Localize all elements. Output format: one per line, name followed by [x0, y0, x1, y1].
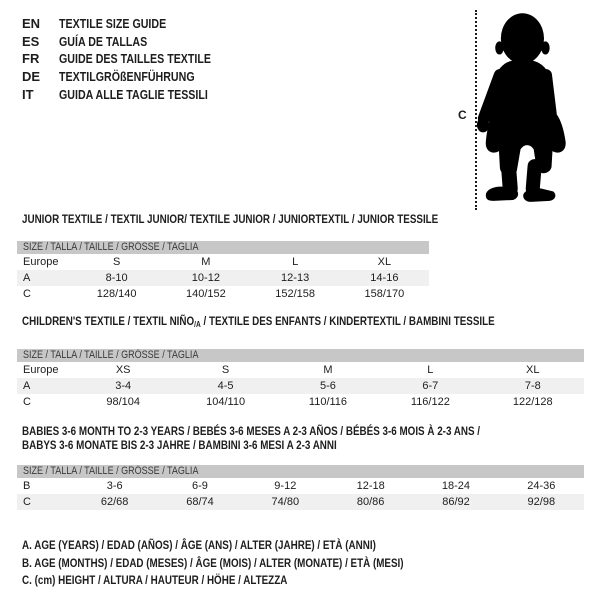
table-cell: 3-6: [106, 480, 123, 492]
babies-textile-section: [17, 424, 584, 510]
column-header: XS: [115, 364, 131, 376]
table-column-header-row: [17, 254, 429, 270]
language-label: TEXTILE SIZE GUIDE: [59, 16, 167, 31]
title-subscript: /A: [194, 320, 201, 329]
table-cell: 8-10: [105, 272, 128, 284]
table-row-height: [17, 494, 584, 510]
table-cell: 3-4: [115, 380, 132, 392]
section-title: [17, 424, 584, 452]
column-header: M: [323, 364, 333, 376]
row-label: C: [23, 396, 31, 408]
table-cell: 152/158: [275, 288, 315, 300]
table-cell: 24-36: [527, 480, 556, 492]
column-header: S: [221, 364, 230, 376]
table-row-age-months: [17, 478, 584, 494]
language-label: GUIDE DES TAILLES TEXTILE: [59, 51, 212, 67]
column-header: L: [292, 256, 299, 268]
table-cell: 98/104: [106, 396, 141, 408]
table-cell: 80/86: [356, 496, 385, 508]
footnotes: [22, 537, 487, 590]
language-code: IT: [22, 86, 34, 102]
table-cell: 110/116: [308, 396, 348, 408]
footnote-a: A. AGE (YEARS) / EDAD (AÑOS) / ÂGE (ANS) / ALTER (JAHRE) / ETÀ (ANNI): [22, 538, 376, 552]
table-row-height: [17, 394, 584, 410]
junior-size-table: [17, 254, 429, 302]
table-cell: 12-18: [356, 480, 385, 492]
junior-section-title: JUNIOR TEXTILE / TEXTIL JUNIOR/ TEXTILE JUNIOR / JUNIORTEXTIL / JUNIOR TESSILE: [22, 212, 439, 226]
table-cell: 18-24: [441, 480, 471, 492]
language-row-es: [22, 33, 244, 51]
table-cell: 9-12: [274, 480, 297, 492]
language-row-de: [22, 68, 244, 86]
table-cell: 12-13: [281, 272, 310, 284]
row-label: C: [23, 288, 31, 300]
section-title: [17, 212, 439, 226]
column-header: S: [112, 256, 121, 268]
table-cell: 6-7: [422, 380, 439, 392]
row-label: A: [23, 272, 31, 284]
size-header-bar: [17, 241, 429, 254]
table-cell: 4-5: [217, 380, 234, 392]
language-row-fr: [22, 50, 244, 68]
footnote-c: C. (cm) HEIGHT / ALTURA / HAUTEUR / HÖHE / ALTEZZA: [22, 573, 288, 587]
childrens-section-title: CHILDREN'S TEXTILE / TEXTIL $NIÑO_{/A}$ / TEXTILE DES ENFANTS / KINDERTEXTIL / BAMBINI TESSILE: [22, 314, 495, 329]
language-code: EN: [22, 16, 41, 31]
table-column-header-row: [17, 362, 584, 378]
baby-figure: [450, 4, 598, 212]
table-cell: 74/80: [271, 496, 300, 508]
section-title: [17, 314, 584, 332]
language-code: DE: [22, 69, 41, 85]
size-header-label: SIZE / TALLA / TAILLE / GRÖSSE / TAGLIA: [23, 241, 199, 253]
table-cell: 5-6: [320, 380, 336, 392]
size-header-bar: [17, 349, 584, 362]
table-cell: 6-9: [192, 480, 208, 492]
language-label: GUIDA ALLE TAGLIE TESSILI: [59, 86, 208, 102]
table-cell: 140/152: [185, 288, 226, 300]
babies-section-title-line1: BABIES 3-6 MONTH TO 2-3 YEARS / BEBÉS 3-6 MESES A 2-3 AÑOS / BÉBÉS 3-6 MOIS À 2-3 ANS /: [22, 424, 481, 438]
column-header: XL: [377, 256, 392, 268]
childrens-size-table: [17, 362, 584, 410]
language-label: TEXTILGRÖßENFÜHRUNG: [59, 69, 195, 85]
table-cell: 116/122: [410, 396, 450, 408]
row-label: C: [23, 496, 31, 508]
language-list: [22, 15, 244, 104]
language-code: ES: [22, 33, 40, 49]
row-label: B: [23, 480, 31, 492]
language-code: FR: [22, 51, 40, 67]
babies-size-table: [17, 478, 584, 510]
table-cell: 128/140: [96, 288, 137, 300]
column-header: L: [427, 364, 434, 376]
table-row-age: [17, 270, 429, 286]
junior-textile-section: [17, 212, 439, 302]
column-header: M: [201, 256, 211, 268]
size-header-label: SIZE / TALLA / TAILLE / GRÖSSE / TAGLIA: [23, 349, 199, 361]
language-label: GUÍA DE TALLAS: [59, 33, 148, 49]
table-cell: 68/74: [186, 496, 214, 508]
table-cell: 14-16: [370, 272, 399, 284]
size-header-bar: [17, 465, 584, 478]
size-header-label: SIZE / TALLA / TAILLE / GRÖSSE / TAGLIA: [23, 465, 199, 477]
table-cell: 10-12: [191, 272, 220, 284]
table-cell: 86/92: [442, 496, 470, 508]
row-label: A: [23, 380, 31, 392]
column-header: Europe: [23, 256, 59, 268]
babies-section-title-line2: BABYS 3-6 MONATE BIS 2-3 JAHRE / BAMBINI 3-6 MESI A 2-3 ANNI: [22, 438, 337, 452]
language-row-en: [22, 15, 244, 33]
table-cell: 7-8: [524, 380, 541, 392]
table-cell: 62/68: [100, 496, 129, 508]
table-cell: 158/170: [364, 288, 405, 300]
table-row-height: [17, 286, 429, 302]
table-cell: 104/110: [206, 396, 246, 408]
footnote-b: B. AGE (MONTHS) / EDAD (MESES) / ÂGE (MOIS) / ALTER (MONATE) / ETÀ (MESI): [22, 555, 404, 570]
table-row-age: [17, 378, 584, 394]
height-measure-label: C: [458, 108, 467, 122]
language-row-it: [22, 86, 244, 104]
column-header: XL: [526, 364, 540, 376]
column-header: Europe: [23, 364, 59, 376]
table-cell: 92/98: [527, 496, 556, 508]
baby-silhouette-icon: [468, 8, 590, 208]
childrens-textile-section: [17, 314, 584, 410]
table-cell: 122/128: [512, 396, 553, 408]
